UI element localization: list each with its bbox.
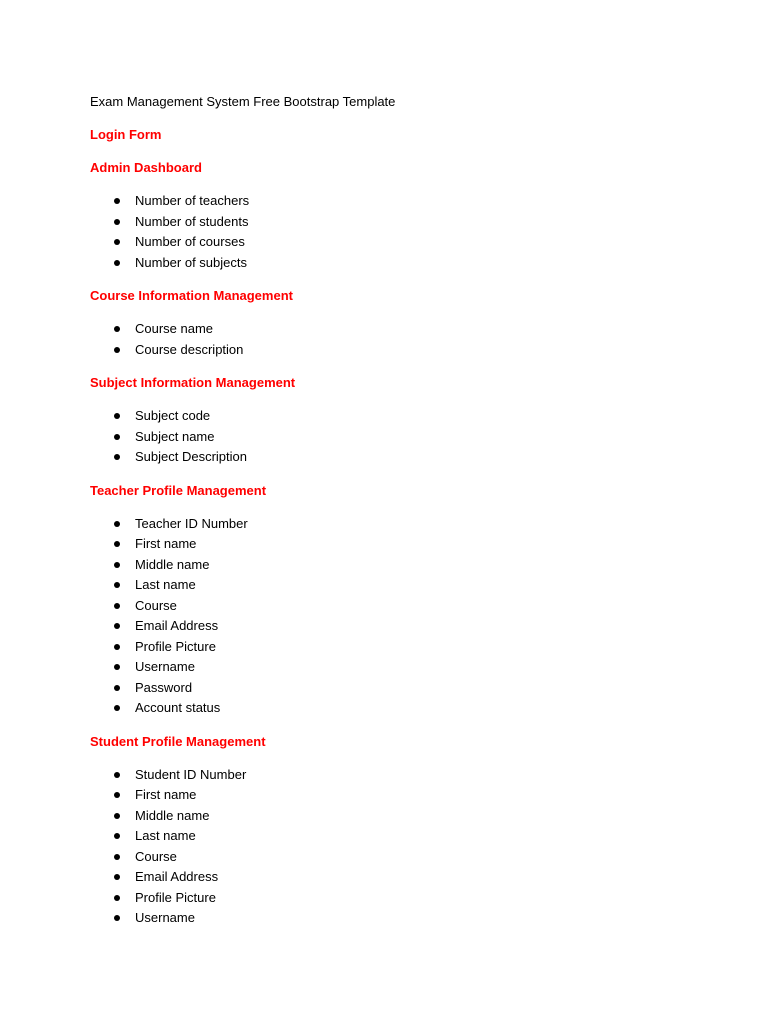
list-item-label: First name <box>135 536 197 551</box>
list-item <box>90 867 730 888</box>
admin-dashboard-list <box>90 191 730 273</box>
list-item-label: Last name <box>135 828 196 843</box>
student-profile-list <box>90 765 730 929</box>
list-item-label: Email Address <box>135 618 219 633</box>
list-item-label: Account status <box>135 700 221 715</box>
list-item-label: Number of students <box>135 213 249 229</box>
list-item-label: Profile Picture <box>135 638 216 654</box>
list-item-label: Number of subjects <box>135 254 247 270</box>
bullet-icon <box>114 705 120 711</box>
bullet-icon <box>114 685 120 691</box>
bullet-icon <box>114 664 120 670</box>
list-item-label: Course <box>135 597 177 613</box>
list-item-label: Password <box>135 679 193 695</box>
bullet-icon <box>114 854 120 860</box>
bullet-icon <box>114 792 120 798</box>
list-item <box>90 427 730 448</box>
bullet-icon <box>114 239 120 245</box>
bullet-icon <box>114 260 120 266</box>
list-item <box>90 406 730 427</box>
list-item <box>90 785 730 806</box>
document-page <box>90 92 730 929</box>
list-item-label: Subject Description <box>135 449 247 464</box>
bullet-icon <box>114 562 120 568</box>
list-item-label: Middle name <box>135 556 210 572</box>
list-item <box>90 212 730 233</box>
bullet-icon <box>114 582 120 588</box>
course-information-list <box>90 319 730 360</box>
bullet-icon <box>114 541 120 547</box>
bullet-icon <box>114 833 120 839</box>
list-item <box>90 908 730 929</box>
list-item-label: Course name <box>135 321 214 336</box>
list-item <box>90 191 730 212</box>
teacher-profile-list <box>90 514 730 719</box>
list-item <box>90 253 730 274</box>
list-item-label: Number of teachers <box>135 193 250 208</box>
list-item <box>90 596 730 617</box>
list-item-label: Student ID Number <box>135 766 247 782</box>
list-item-label: Email Address <box>135 869 219 884</box>
bullet-icon <box>114 915 120 921</box>
document-title: Exam Management System Free Bootstrap Template <box>90 94 396 109</box>
list-item-label: Course description <box>135 341 244 357</box>
list-item-label: Profile Picture <box>135 889 216 905</box>
bullet-icon <box>114 603 120 609</box>
list-item <box>90 555 730 576</box>
list-item <box>90 698 730 719</box>
list-item <box>90 447 730 468</box>
bullet-icon <box>114 813 120 819</box>
bullet-icon <box>114 413 120 419</box>
bullet-icon <box>114 644 120 650</box>
bullet-icon <box>114 874 120 880</box>
bullet-icon <box>114 347 120 353</box>
list-item <box>90 319 730 340</box>
bullet-icon <box>114 895 120 901</box>
list-item <box>90 534 730 555</box>
bullet-icon <box>114 434 120 440</box>
list-item <box>90 514 730 535</box>
bullet-icon <box>114 198 120 204</box>
bullet-icon <box>114 521 120 527</box>
list-item <box>90 826 730 847</box>
list-item-label: First name <box>135 787 197 802</box>
list-item <box>90 847 730 868</box>
list-item-label: Username <box>135 910 195 925</box>
list-item-label: Teacher ID Number <box>135 515 248 531</box>
list-item-label: Number of courses <box>135 234 245 249</box>
list-item <box>90 657 730 678</box>
bullet-icon <box>114 623 120 629</box>
list-item <box>90 575 730 596</box>
list-item <box>90 232 730 253</box>
bullet-icon <box>114 772 120 778</box>
section-heading-login-form: Login Form <box>90 127 162 142</box>
list-item <box>90 888 730 909</box>
list-item-label: Last name <box>135 577 196 592</box>
list-item <box>90 616 730 637</box>
list-item <box>90 637 730 658</box>
list-item-label: Course <box>135 848 177 864</box>
section-heading-admin-dashboard: Admin Dashboard <box>90 160 202 175</box>
list-item-label: Middle name <box>135 807 210 823</box>
subject-information-list <box>90 406 730 468</box>
section-heading-course-information: Course Information Management <box>90 288 293 303</box>
bullet-icon <box>114 219 120 225</box>
bullet-icon <box>114 326 120 332</box>
section-heading-teacher-profile: Teacher Profile Management <box>90 482 267 498</box>
list-item <box>90 678 730 699</box>
list-item <box>90 806 730 827</box>
list-item-label: Subject name <box>135 428 215 444</box>
list-item <box>90 765 730 786</box>
bullet-icon <box>114 454 120 460</box>
list-item-label: Subject code <box>135 408 211 423</box>
section-heading-subject-information: Subject Information Management <box>90 375 296 390</box>
list-item-label: Username <box>135 659 195 674</box>
list-item <box>90 340 730 361</box>
section-heading-student-profile: Student Profile Management <box>90 733 266 749</box>
